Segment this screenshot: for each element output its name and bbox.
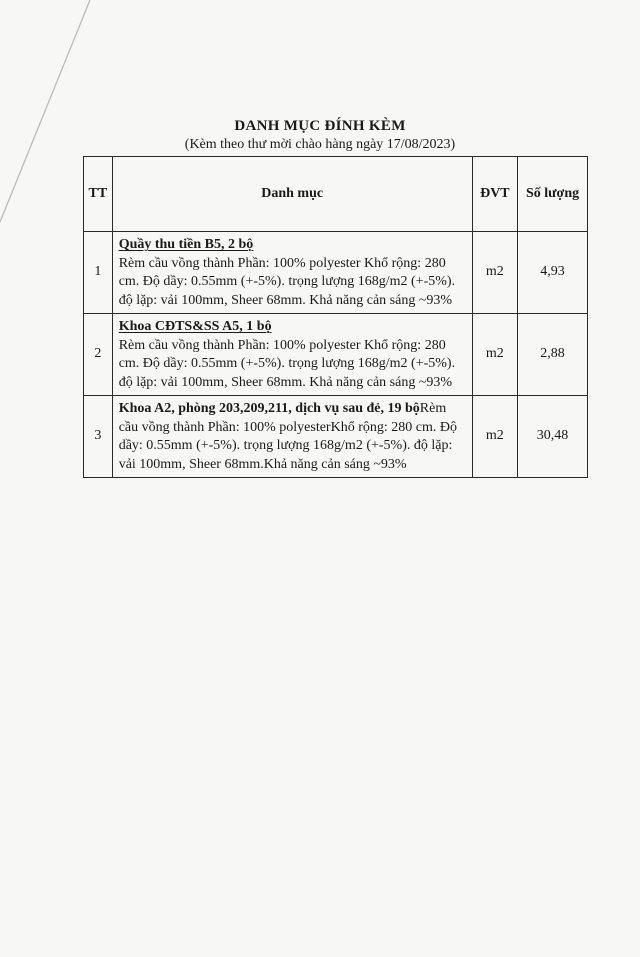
table-row [84, 314, 588, 396]
row-unit: m2 [472, 396, 518, 478]
item-description: Rèm cầu vồng thành Phần: 100% polyester Khổ rộng: 280 cm. Độ dầy: 0.55mm (+-5%). trọng lượng 168g/m2 (+-5%). độ lặp: vải 100mm, Sheer 68mm. Khả năng cản sáng ~93% [118, 337, 456, 390]
document-subtitle: (Kèm theo thư mời chào hàng ngày 17/08/2023) [184, 137, 456, 152]
item-title: Quầy thu tiền B5, 2 bộ [118, 237, 254, 252]
item-title: Khoa A2, phòng 203,209,211, dịch vụ sau đẻ, 19 bộ [118, 401, 420, 416]
header-qty: Số lượng [518, 157, 588, 232]
item-description: Rèm cầu vồng thành Phần: 100% polyesterKhổ rộng: 280 cm. Độ dầy: 0.55mm (+-5%). trọng lượng 168g/m2 (+-5%). độ lặp: vải 100mm, Sheer 68mm.Khả năng cản sáng ~93% [118, 401, 457, 472]
header-tt: TT [84, 157, 113, 232]
row-item [112, 396, 472, 478]
row-item [112, 314, 472, 396]
row-number: 3 [84, 396, 113, 478]
document-title: DANH MỤC ĐÍNH KÈM [234, 118, 406, 134]
row-number: 1 [84, 232, 113, 314]
table-header-row [84, 157, 588, 232]
table-row [84, 232, 588, 314]
attachment-table [83, 156, 588, 478]
header-name: Danh mục [112, 157, 472, 232]
row-quantity: 4,93 [518, 232, 588, 314]
header-unit: ĐVT [472, 157, 518, 232]
row-quantity: 30,48 [518, 396, 588, 478]
table-row [84, 396, 588, 478]
row-quantity: 2,88 [518, 314, 588, 396]
item-description: Rèm cầu vồng thành Phần: 100% polyester Khổ rộng: 280 cm. Độ dầy: 0.55mm (+-5%). trọng lượng 168g/m2 (+-5%). độ lặp: vải 100mm, Sheer 68mm. Khả năng cản sáng ~93% [118, 255, 456, 308]
row-number: 2 [84, 314, 113, 396]
row-unit: m2 [472, 314, 518, 396]
row-item [112, 232, 472, 314]
row-unit: m2 [472, 232, 518, 314]
item-title: Khoa CĐTS&SS A5, 1 bộ [118, 319, 272, 334]
